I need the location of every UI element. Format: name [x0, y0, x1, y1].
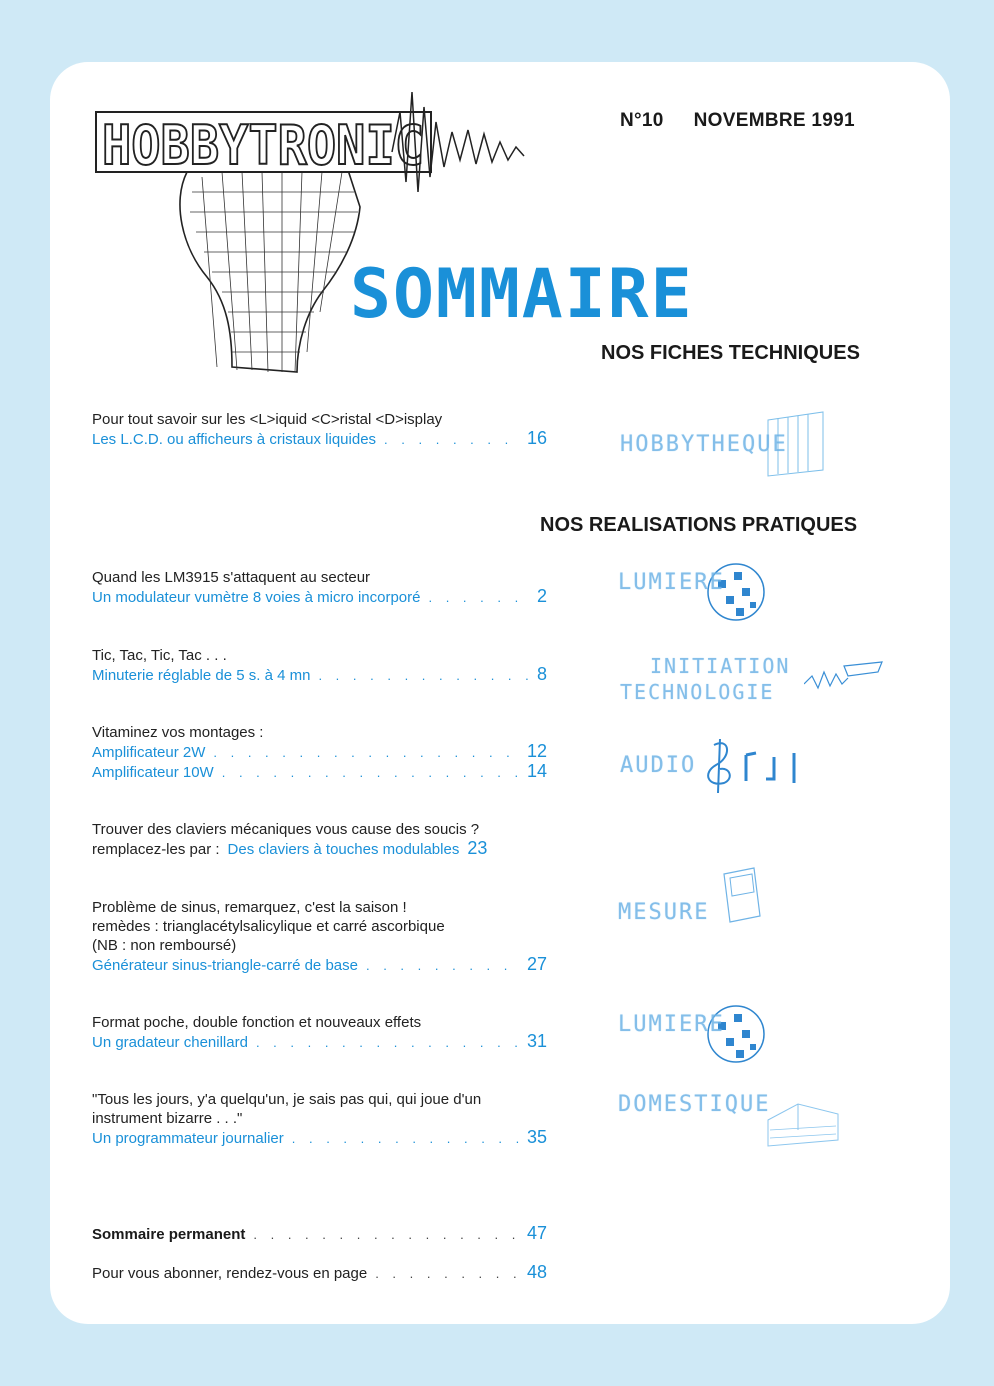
- category-lumiere: LUMIERE: [618, 1012, 725, 1037]
- entry-line[interactable]: [92, 839, 547, 859]
- entry-page: 31: [526, 1031, 547, 1051]
- leader-dots: [428, 588, 529, 607]
- leader-dots: [222, 763, 519, 782]
- section-fiches-techniques: NOS FICHES TECHNIQUES: [601, 342, 860, 364]
- multimeter-icon: [716, 866, 766, 924]
- entry-line[interactable]: [92, 1032, 547, 1052]
- logo-text: HOBBYTRONIC: [102, 114, 424, 177]
- leader-dots: [318, 666, 529, 685]
- toc-entry: [92, 410, 547, 449]
- issue-number: N°10: [620, 110, 664, 131]
- entry-intro: Quand les LM3915 s'attaquent au secteur: [92, 569, 371, 586]
- entry-intro: Pour tout savoir sur les <L>iquid <C>ristal <D>isplay: [92, 411, 443, 428]
- leader-dots: [213, 743, 519, 762]
- leader-dots: [375, 1264, 519, 1283]
- entry-title: Générateur sinus-triangle-carré de base: [92, 957, 358, 974]
- footer-page: 47: [526, 1223, 547, 1243]
- lumiere-graphic-2: [616, 1000, 766, 1066]
- audio-graphic: [620, 735, 820, 795]
- entry-title: Amplificateur 10W: [92, 764, 214, 781]
- toc-entry: [92, 646, 547, 685]
- entry-page: 14: [526, 761, 547, 781]
- toc-entry: [92, 1090, 547, 1148]
- category-technologie: TECHNOLOGIE: [620, 680, 775, 704]
- footer-label: Pour vous abonner, rendez-vous en page: [92, 1265, 368, 1282]
- lumiere-graphic: [616, 562, 766, 628]
- leader-dots: [253, 1225, 519, 1244]
- entry-page: 35: [526, 1127, 547, 1147]
- entry-line[interactable]: [92, 1263, 547, 1283]
- entry-title: Des claviers à touches modulables: [227, 841, 460, 858]
- category-mesure: MESURE: [618, 900, 710, 925]
- domestique-graphic: [618, 1088, 848, 1152]
- entry-title: Minuterie réglable de 5 s. à 4 mn: [92, 667, 311, 684]
- entry-intro: remèdes : trianglacétylsalicylique et carré ascorbique: [92, 918, 445, 935]
- initiation-graphic: [618, 650, 888, 710]
- toc-entry: [92, 568, 547, 607]
- entry-line[interactable]: [92, 742, 547, 762]
- entry-page: 12: [526, 741, 547, 761]
- entry-intro: Vitaminez vos montages :: [92, 724, 264, 741]
- entry-line[interactable]: [92, 762, 547, 782]
- music-notes-icon: [702, 735, 812, 795]
- mesure-graphic: [616, 866, 776, 926]
- entry-intro: (NB : non remboursé): [92, 937, 237, 954]
- entry-title: Un gradateur chenillard: [92, 1034, 248, 1051]
- leader-dots: [292, 1129, 519, 1148]
- category-audio: AUDIO: [620, 753, 697, 778]
- crocodile-clip-icon: [804, 654, 884, 704]
- leader-dots: [256, 1033, 519, 1052]
- leader-dots: [384, 430, 519, 449]
- entry-intro: Tic, Tac, Tic, Tac . . .: [92, 647, 227, 664]
- entry-page: 8: [536, 664, 547, 684]
- toc-entry: [92, 723, 547, 782]
- entry-intro: Problème de sinus, remarquez, c'est la saison !: [92, 899, 407, 916]
- entry-intro: instrument bizarre . . .": [92, 1110, 243, 1127]
- entry-page: 2: [536, 586, 547, 606]
- issue-date: NOVEMBRE 1991: [693, 110, 855, 131]
- footer-label: Sommaire permanent: [92, 1226, 246, 1243]
- footer-entry: [92, 1263, 547, 1283]
- entry-intro: "Tous les jours, y'a quelqu'un, je sais pas qui, qui joue d'un: [92, 1091, 482, 1108]
- house-icon: [758, 1100, 848, 1150]
- entry-page: 27: [526, 954, 547, 974]
- entry-title: Un modulateur vumètre 8 voies à micro incorporé: [92, 589, 421, 606]
- section-realisations-pratiques: NOS REALISATIONS PRATIQUES: [540, 514, 858, 536]
- entry-title: Amplificateur 2W: [92, 744, 206, 761]
- hobbytheque-graphic: [618, 410, 828, 480]
- entry-line[interactable]: [92, 587, 547, 607]
- entry-line[interactable]: [92, 665, 547, 685]
- entry-intro: Trouver des claviers mécaniques vous cause des soucis ?: [92, 821, 480, 838]
- category-hobbytheque: HOBBYTHEQUE: [620, 432, 788, 457]
- hobbytronic-logo: [92, 72, 532, 392]
- entry-title: Un programmateur journalier: [92, 1130, 284, 1147]
- entry-intro-continued: remplacez-les par :: [92, 841, 220, 858]
- leader-dots: [366, 956, 519, 975]
- entry-intro: Format poche, double fonction et nouveaux effets: [92, 1014, 422, 1031]
- category-lumiere: LUMIERE: [618, 570, 725, 595]
- entry-line[interactable]: [92, 1224, 547, 1244]
- footer-page: 48: [526, 1262, 547, 1282]
- issue-header: [620, 110, 855, 132]
- entry-line[interactable]: [92, 1128, 547, 1148]
- toc-entry: [92, 898, 547, 975]
- toc-entry: [92, 1013, 547, 1052]
- category-domestique: DOMESTIQUE: [618, 1092, 771, 1117]
- entry-line[interactable]: [92, 429, 547, 449]
- page-title: SOMMAIRE: [350, 255, 694, 334]
- entry-page: 23: [467, 838, 488, 858]
- entry-line[interactable]: [92, 955, 547, 975]
- entry-page: 16: [526, 428, 547, 448]
- footer-entry: [92, 1224, 547, 1244]
- entry-title: Les L.C.D. ou afficheurs à cristaux liquides: [92, 431, 377, 448]
- toc-entry: [92, 820, 547, 859]
- category-initiation: INITIATION: [650, 654, 791, 678]
